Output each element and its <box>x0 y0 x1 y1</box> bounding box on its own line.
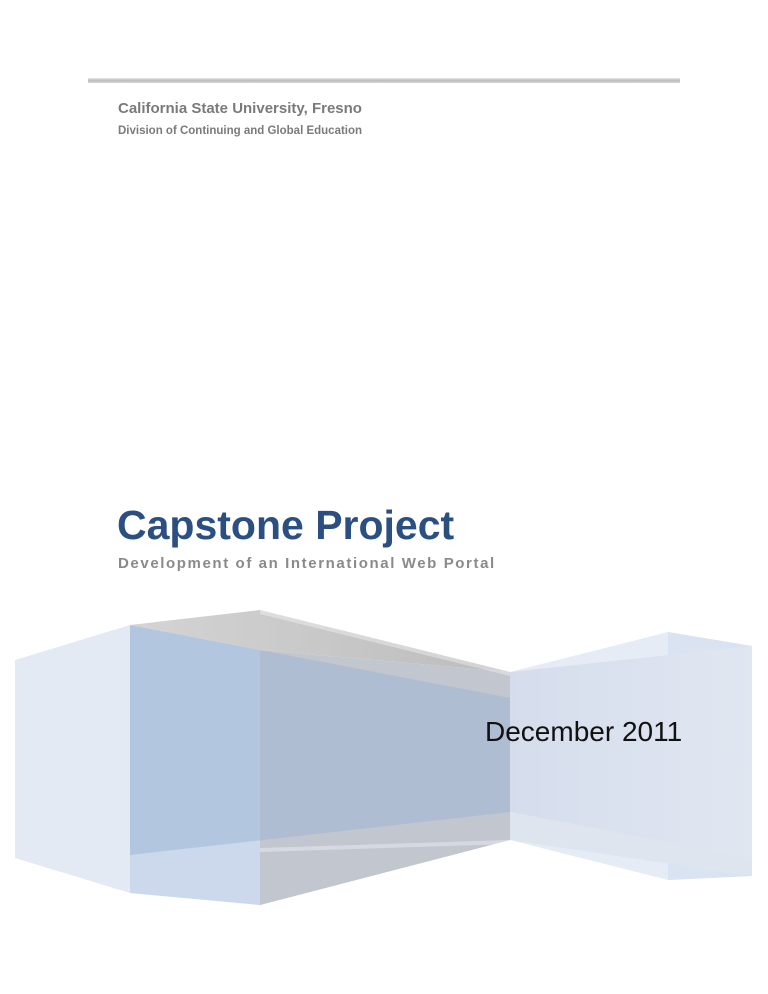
institution-name: California State University, Fresno <box>118 100 362 117</box>
division-name: Division of Continuing and Global Education <box>118 125 363 137</box>
document-date: December 2011 <box>485 716 683 747</box>
document-subtitle: Development of an International Web Portal <box>118 555 496 572</box>
document-title: Capstone Project <box>117 502 455 548</box>
